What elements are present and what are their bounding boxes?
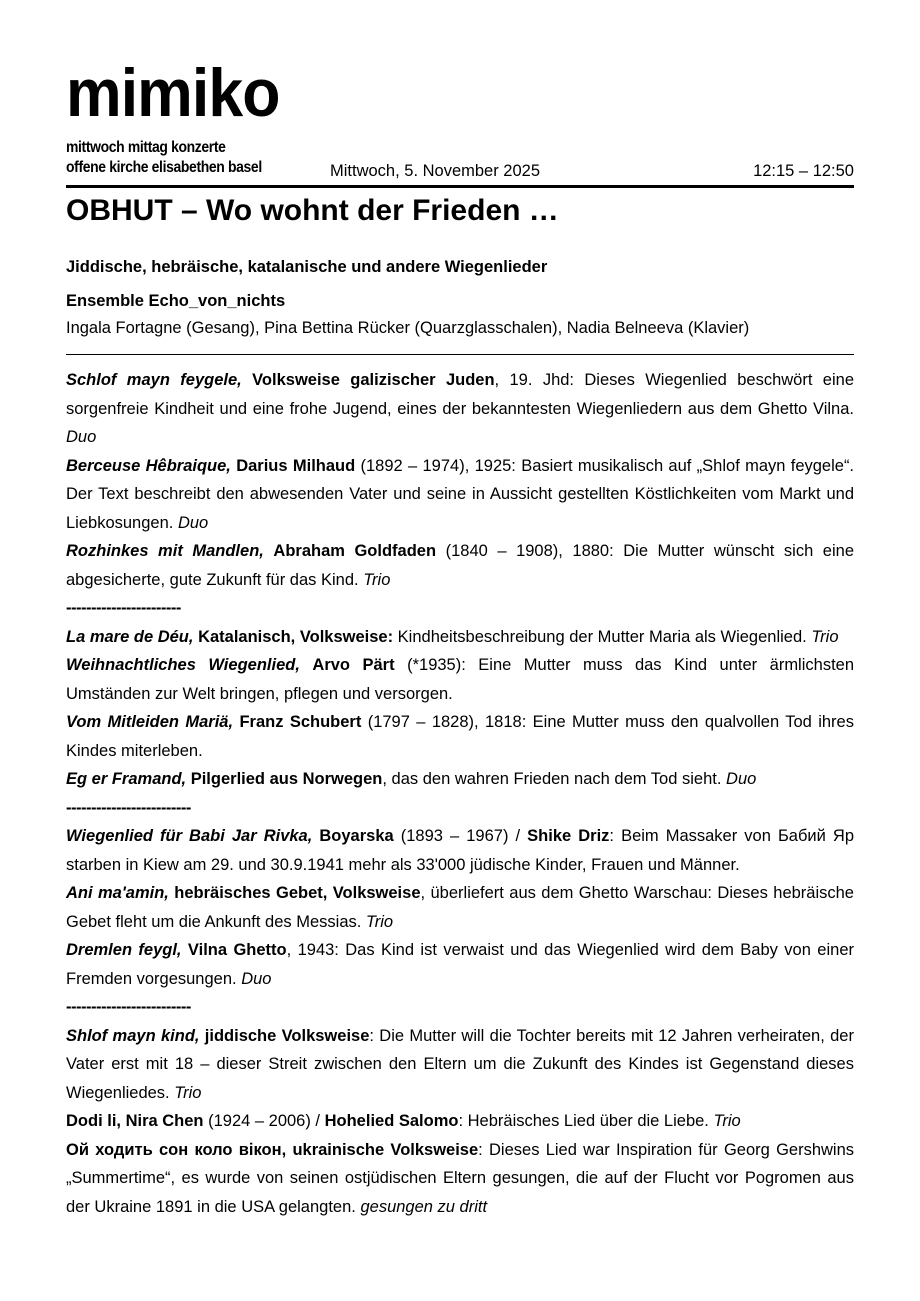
- piece-description: Kindheitsbeschreibung der Mutter Maria als Wiegenlied.: [393, 627, 807, 646]
- program-item: [66, 1136, 854, 1222]
- performers: Ingala Fortagne (Gesang), Pina Bettina Rücker (Quarzglasschalen), Nadia Belneeva (Klavier): [66, 319, 750, 337]
- program-item: [66, 936, 854, 993]
- program-item: [66, 1022, 854, 1108]
- piece-title: La mare de Déu,: [66, 627, 194, 646]
- group-separator: -------------------------: [66, 798, 191, 817]
- piece-description: (1892 – 1974), 1925: Basiert musikalisch auf „Shlof mayn feygele“. Der Text beschreibt den abwesenden Vater und seine in Aussicht gestellten Köstlichkeiten vom Markt und Liebkosungen.: [66, 456, 855, 532]
- piece-scoring: Trio: [174, 1083, 202, 1102]
- header-block: [66, 55, 854, 178]
- piece-scoring: Trio: [365, 912, 394, 931]
- organizer-line-1: mittwoch mittag konzerte: [66, 139, 226, 156]
- piece-scoring: Trio: [811, 627, 839, 646]
- piece-description: (1797 – 1828), 1818: Eine Mutter muss den qualvollen Tod ihres Kindes miterleben.: [66, 713, 854, 760]
- group-separator: -----------------------: [66, 599, 181, 617]
- piece-composer: hebräisches Gebet, Volksweise: [174, 884, 421, 902]
- section-divider: [66, 354, 854, 355]
- piece-description: , überliefert aus dem Ghetto Warschau: Dieses hebräische Gebet fleht um die Ankunft des Messias.: [66, 884, 854, 931]
- organizer-line-2: offene kirche elisabethen basel: [66, 159, 262, 176]
- piece-composer: jiddische Volksweise: [204, 1026, 370, 1045]
- piece-scoring: Trio: [363, 570, 391, 589]
- piece-description: (1840 – 1908), 1880: Die Mutter wünscht sich eine abgesicherte, gute Zukunft für das Kind.: [66, 542, 855, 589]
- program-item: [66, 366, 854, 452]
- piece-composer: Arvo Pärt: [312, 656, 395, 674]
- piece-title: Shlof mayn kind,: [66, 1026, 205, 1045]
- concert-time: 12:15 – 12:50: [753, 162, 854, 180]
- piece-composer-2: Hohelied Salomo: [324, 1112, 459, 1130]
- concert-date: Mittwoch, 5. November 2025: [330, 162, 541, 180]
- piece-composer: Dodi li, Nira Chen: [66, 1112, 204, 1130]
- piece-composer: Vilna Ghetto: [187, 941, 287, 959]
- piece-composer: Boyarska: [319, 827, 394, 845]
- piece-composer: Ой ходить сон коло вікон, ukrainische Volksweise: [66, 1140, 479, 1159]
- logo: mimiko: [66, 55, 280, 131]
- program-item: [66, 1107, 854, 1136]
- piece-title: Ani ma'amin,: [66, 884, 169, 902]
- program-item: [66, 452, 854, 538]
- piece-title: Eg er Framand,: [66, 770, 187, 788]
- piece-description: (1924 – 2006) /: [203, 1112, 325, 1130]
- program-item: [66, 537, 854, 594]
- piece-composer: Franz Schubert: [239, 713, 362, 731]
- piece-title: Vom Mitleiden Mariä,: [66, 713, 234, 731]
- piece-description-2: : Beim Massaker von Бабий Яр starben in Kiew am 29. und 30.9.1941 mehr als 33'000 jüdische Kinder, Frauen und Männer.: [66, 827, 854, 874]
- piece-description: (*1935): Eine Mutter muss das Kind unter ärmlichsten Umständen zur Welt bringen, pflegen und versorgen.: [66, 656, 855, 703]
- piece-scoring: Duo: [66, 428, 97, 446]
- header-divider: [66, 185, 854, 188]
- piece-description-2: : Hebräisches Lied über die Liebe.: [458, 1112, 709, 1130]
- piece-scoring: Duo: [241, 969, 272, 988]
- piece-scoring: Duo: [726, 770, 757, 788]
- piece-composer: Abraham Goldfaden: [273, 542, 437, 560]
- piece-scoring: Trio: [713, 1112, 741, 1130]
- program-list: [66, 366, 854, 1221]
- program-item: [66, 765, 854, 794]
- piece-description: , das den wahren Frieden nach dem Tod sieht.: [382, 770, 722, 788]
- piece-description: : Dieses Lied war Inspiration für Georg Gershwins „Summertime“, es wurde von seinen ostjüdischen Eltern gesungen, die auf der Flucht vor Pogromen aus der Ukraine 1891 in die USA gelangten.: [66, 1140, 855, 1216]
- program-item: [66, 708, 854, 765]
- piece-composer: Darius Milhaud: [236, 456, 356, 475]
- program-item: [66, 623, 854, 652]
- concert-title: OBHUT – Wo wohnt der Frieden …: [66, 194, 559, 227]
- piece-title: Schlof mayn feygele,: [66, 371, 242, 389]
- piece-title: Dremlen feygl,: [66, 941, 182, 959]
- piece-composer: Volksweise galizischer Juden: [252, 371, 495, 389]
- piece-description: (1893 – 1967) /: [393, 827, 528, 845]
- piece-title: Weihnachtliches Wiegenlied,: [66, 656, 300, 674]
- program-item: [66, 822, 854, 879]
- piece-description: , 1943: Das Kind ist verwaist und das Wiegenlied wird dem Baby von einer Fremden vorgesungen.: [66, 941, 854, 988]
- group-separator: -------------------------: [66, 998, 191, 1016]
- piece-title: Berceuse Hêbraique,: [66, 456, 231, 475]
- piece-description: : Die Mutter will die Tochter bereits mit 12 Jahren verheiraten, der Vater erst mit 18 – dieser Streit zwischen den Eltern um die Zukunft des Kindes ist Gegenstand dieses Wiegenliedes.: [66, 1026, 854, 1102]
- ensemble-name: Ensemble Echo_von_nichts: [66, 292, 286, 310]
- piece-composer: Pilgerlied aus Norwegen: [190, 770, 383, 788]
- program-item: [66, 879, 854, 936]
- piece-composer: Katalanisch, Volksweise:: [198, 627, 394, 646]
- piece-title: Rozhinkes mit Mandlen,: [66, 542, 264, 560]
- program-item: [66, 651, 854, 708]
- piece-description: , 19. Jhd: Dieses Wiegenlied beschwört eine sorgenfreie Kindheit und eine frohe Jugend, eines der bekanntesten Wiegenliedern aus dem Ghetto Vilna.: [66, 371, 854, 418]
- piece-scoring: Duo: [177, 513, 209, 532]
- concert-subtitle: Jiddische, hebräische, katalanische und andere Wiegenlieder: [66, 258, 548, 276]
- piece-title: Wiegenlied für Babi Jar Rivka,: [66, 827, 313, 845]
- piece-scoring: gesungen zu dritt: [360, 1197, 488, 1216]
- piece-composer-2: Shike Driz: [527, 827, 610, 845]
